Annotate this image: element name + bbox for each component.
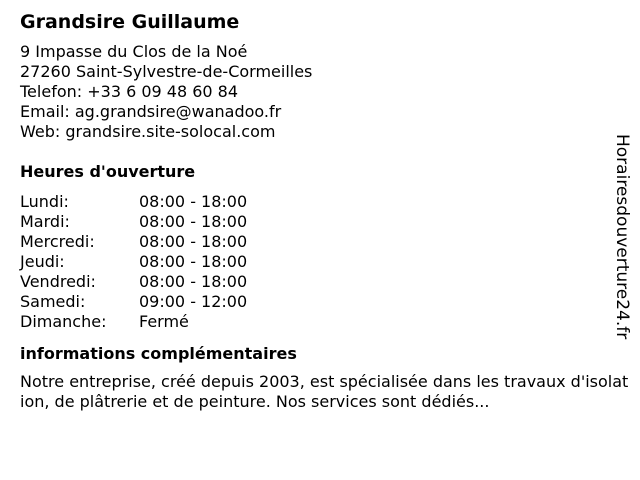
- day-label: Vendredi:: [20, 272, 96, 291]
- hours-row-vendredi: [20, 272, 620, 292]
- day-hours: 08:00 - 18:00: [139, 232, 248, 251]
- hours-row-mardi: [20, 212, 620, 232]
- day-label: Mardi:: [20, 212, 70, 231]
- day-label: Jeudi:: [20, 252, 65, 271]
- business-description: Notre entreprise, créé depuis 2003, est spécialisée dans les travaux d'isolation, de plâtrerie et de peinture. Nos services sont dédiés...: [20, 372, 629, 411]
- address-street: 9 Impasse du Clos de la Noé: [20, 42, 248, 61]
- hours-row-mercredi: [20, 232, 620, 252]
- email-line[interactable]: Email: ag.grandsire@wanadoo.fr: [20, 102, 282, 121]
- day-label: Samedi:: [20, 292, 86, 311]
- day-label: Lundi:: [20, 192, 69, 211]
- day-hours: 08:00 - 18:00: [139, 272, 248, 291]
- hours-table: [20, 192, 620, 332]
- hours-heading: Heures d'ouverture: [20, 162, 196, 181]
- hours-row-lundi: [20, 192, 620, 212]
- hours-row-samedi: [20, 292, 620, 312]
- day-label: Dimanche:: [20, 312, 107, 331]
- day-hours: 09:00 - 12:00: [139, 292, 248, 311]
- day-hours: 08:00 - 18:00: [139, 192, 248, 211]
- day-hours: Fermé: [139, 312, 189, 331]
- hours-row-dimanche: [20, 312, 620, 332]
- day-hours: 08:00 - 18:00: [139, 212, 248, 231]
- contact-block: [20, 42, 620, 142]
- site-watermark: Horairesdouverture24.fr: [612, 134, 632, 340]
- day-label: Mercredi:: [20, 232, 95, 251]
- extra-info-heading: informations complémentaires: [20, 344, 297, 363]
- day-hours: 08:00 - 18:00: [139, 252, 248, 271]
- web-line[interactable]: Web: grandsire.site-solocal.com: [20, 122, 276, 141]
- business-name: Grandsire Guillaume: [20, 11, 240, 33]
- hours-row-jeudi: [20, 252, 620, 272]
- phone-line[interactable]: Telefon: +33 6 09 48 60 84: [20, 82, 239, 101]
- address-city: 27260 Saint-Sylvestre-de-Cormeilles: [20, 62, 313, 81]
